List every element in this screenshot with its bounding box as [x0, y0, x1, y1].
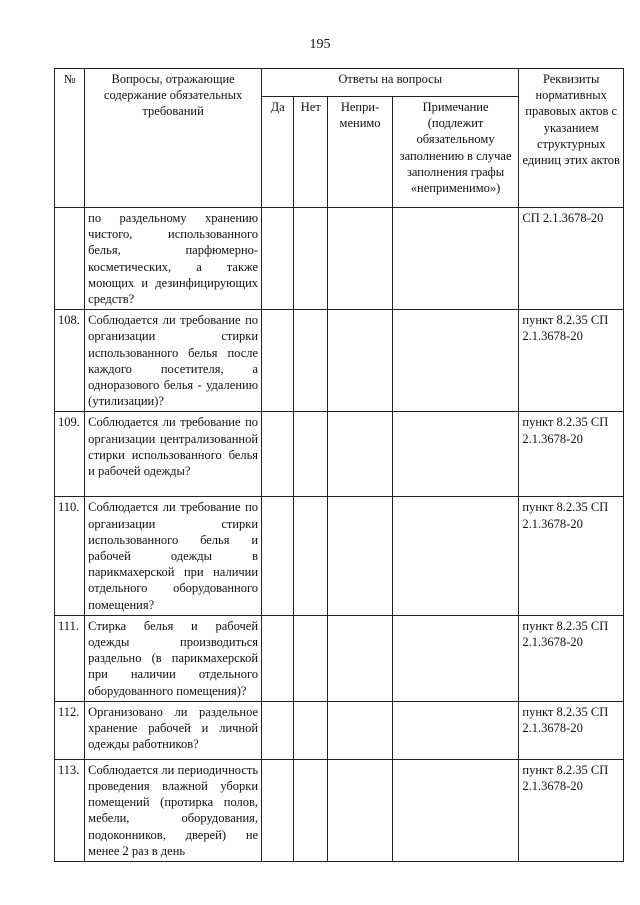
row-question: Соблюдается ли требование по организации централизованной стирки использованного белья и рабочей одежды?: [85, 412, 262, 497]
answer-na-cell[interactable]: [328, 310, 392, 412]
header-na: Непри-менимо: [328, 97, 392, 208]
table-row: [55, 310, 624, 412]
row-number: 110.: [55, 497, 85, 615]
answer-na-cell[interactable]: [328, 208, 392, 310]
row-requisites: пункт 8.2.35 СП 2.1.3678-20: [519, 701, 624, 759]
answer-yes-cell[interactable]: [262, 412, 294, 497]
answer-no-cell[interactable]: [294, 615, 328, 701]
row-requisites: СП 2.1.3678-20: [519, 208, 624, 310]
header-yes: Да: [262, 97, 294, 208]
checklist-table: [54, 68, 624, 862]
row-requisites: пункт 8.2.35 СП 2.1.3678-20: [519, 310, 624, 412]
header-num: №: [55, 69, 85, 208]
row-number: 111.: [55, 615, 85, 701]
row-question: по раздельному хранению чистого, использованного белья, парфюмерно-косметических, а также моющих и дезинфицирующих средств?: [85, 208, 262, 310]
answer-yes-cell[interactable]: [262, 759, 294, 861]
table-row: [55, 701, 624, 759]
row-number: 113.: [55, 759, 85, 861]
answer-na-cell[interactable]: [328, 701, 392, 759]
header-questions: Вопросы, отражающие содержание обязательных требований: [85, 69, 262, 208]
header-answers: Ответы на вопросы: [262, 69, 519, 97]
row-requisites: пункт 8.2.35 СП 2.1.3678-20: [519, 759, 624, 861]
header-note: Примечание (подлежит обязательному заполнению в случае заполнения графы «неприменимо»): [392, 97, 519, 208]
answer-na-cell[interactable]: [328, 759, 392, 861]
row-number: [55, 208, 85, 310]
answer-yes-cell[interactable]: [262, 615, 294, 701]
table-row: [55, 208, 624, 310]
row-question: Соблюдается ли требование по организации стирки использованного белья после каждого посетителя, а одноразового белья - удалению (утилизации)?: [85, 310, 262, 412]
answer-no-cell[interactable]: [294, 701, 328, 759]
row-question: Соблюдается ли периодичность проведения влажной уборки помещений (протирка полов, мебели, оборудования, подоконников, дверей) не менее 2 раз в день: [85, 759, 262, 861]
page-number: 195: [309, 37, 331, 52]
answer-na-cell[interactable]: [328, 412, 392, 497]
answer-no-cell[interactable]: [294, 412, 328, 497]
answer-note-cell[interactable]: [392, 412, 519, 497]
answer-no-cell[interactable]: [294, 310, 328, 412]
answer-no-cell[interactable]: [294, 759, 328, 861]
answer-no-cell[interactable]: [294, 497, 328, 615]
answer-na-cell[interactable]: [328, 615, 392, 701]
answer-note-cell[interactable]: [392, 701, 519, 759]
row-number: 109.: [55, 412, 85, 497]
header-no: Нет: [294, 97, 328, 208]
answer-yes-cell[interactable]: [262, 497, 294, 615]
table-row: [55, 412, 624, 497]
answer-note-cell[interactable]: [392, 208, 519, 310]
answer-note-cell[interactable]: [392, 759, 519, 861]
row-question: Соблюдается ли требование по организации стирки использованного белья и рабочей одежды в парикмахерской при наличии отдельного оборудованного помещения?: [85, 497, 262, 615]
table-row: [55, 497, 624, 615]
answer-yes-cell[interactable]: [262, 208, 294, 310]
row-requisites: пункт 8.2.35 СП 2.1.3678-20: [519, 615, 624, 701]
answer-yes-cell[interactable]: [262, 310, 294, 412]
row-number: 108.: [55, 310, 85, 412]
row-requisites: пункт 8.2.35 СП 2.1.3678-20: [519, 497, 624, 615]
answer-na-cell[interactable]: [328, 497, 392, 615]
row-question: Стирка белья и рабочей одежды производиться раздельно (в парикмахерской при наличии отдельного оборудованного помещения)?: [85, 615, 262, 701]
row-number: 112.: [55, 701, 85, 759]
header-requisites: Реквизиты нормативных правовых актов с указанием структурных единиц этих актов: [519, 69, 624, 208]
row-requisites: пункт 8.2.35 СП 2.1.3678-20: [519, 412, 624, 497]
answer-yes-cell[interactable]: [262, 701, 294, 759]
answer-note-cell[interactable]: [392, 497, 519, 615]
answer-no-cell[interactable]: [294, 208, 328, 310]
table-row: [55, 759, 624, 861]
answer-note-cell[interactable]: [392, 615, 519, 701]
row-question: Организовано ли раздельное хранение рабочей и личной одежды работников?: [85, 701, 262, 759]
table-row: [55, 615, 624, 701]
answer-note-cell[interactable]: [392, 310, 519, 412]
